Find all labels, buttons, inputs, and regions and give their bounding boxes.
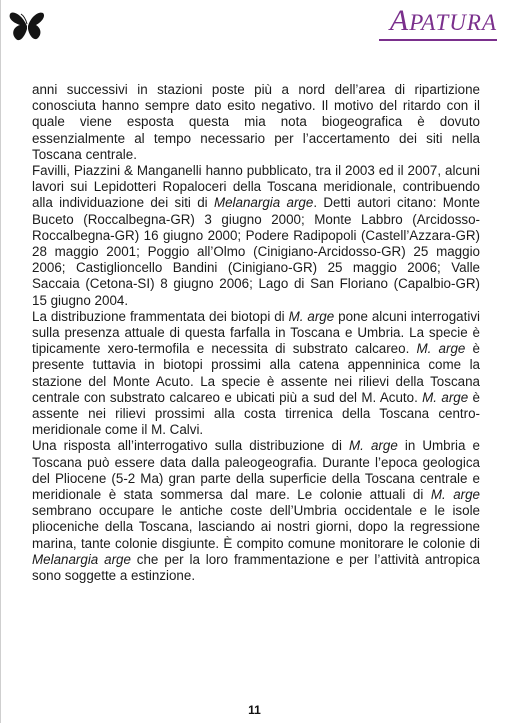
paragraph-1 <box>32 82 480 163</box>
text-segment: in Umbria e Toscana può essere data dalla paleogeografia. Durante l’epoca geologica del Pliocene (5-2 Ma) gran parte della superficie della Toscana centrale e meridionale è stata sommersa dal mare. Le colonie attuali di <box>32 438 480 503</box>
paragraph-4 <box>32 438 480 584</box>
paragraph-2 <box>32 163 480 309</box>
italic-species-name: M. arge <box>416 341 466 357</box>
title-underline <box>379 39 497 41</box>
journal-title: APATURA <box>389 4 497 37</box>
text-segment: che per la loro frammentazione e per l’attività antropica sono soggette a estinzione. <box>32 551 480 584</box>
page-number: 11 <box>248 703 261 717</box>
journal-brand <box>379 4 497 41</box>
article-body <box>32 82 480 584</box>
paragraph-3 <box>32 309 480 439</box>
text-segment: . Detti autori citano: Monte Buceto (Roccalbegna-GR) 3 giugno 2000; Monte Labbro (Arcidosso-Roccalbegna-GR) 16 giugno 2000; Podere Radipopoli (Castell’Azzara-GR) 28 maggio 2001; Poggio all’Olmo (Cinigiano-Arcidosso-GR) 25 maggio 2006; Castiglioncello Bandini (Cinigiano-GR) 25 maggio 2006; Valle Saccaia (Cetona-SI) 8 giugno 2006; Lago di San Floriano (Capalbio-GR) 15 giugno 2004. <box>32 195 480 308</box>
italic-species-name: Melanargia arge <box>32 551 131 567</box>
text-segment: sembrano occupare le antiche coste dell’Umbria occidentale e le isole plioceniche della Toscana, lasciando ai nostri giorni, dopo la regressione marina, tante colonie disgiunte. È compito comune monitorare le colonie di <box>32 503 480 551</box>
text-segment: pone alcuni interrogativi sulla presenza attuale di questa farfalla in Toscana e Umbria. La specie è tipicamente xero-termofila e necessita di substrato calcareo. <box>32 308 480 357</box>
text-segment: anni successivi in stazioni poste più a nord dell’area di ripartizione conosciuta hanno sempre dato esito negativo. Il motivo del ritardo con il quale viene esposta questa mia nota biogeografica è dovuto essenzialmente al tempo necessario per l’accertamento dei siti nella Toscana centrale. <box>32 82 480 162</box>
italic-species-name: M. arge <box>422 389 469 405</box>
italic-species-name: M. arge <box>349 438 398 454</box>
text-segment: Una risposta all’interrogativo sulla distribuzione di <box>32 438 350 454</box>
italic-species-name: M. arge <box>430 487 480 503</box>
text-segment: Favilli, Piazzini & Manganelli hanno pubblicato, tra il 2003 ed il 2007, alcuni lavori sui Lepidotteri Ropaloceri della Toscana meridionale, contribuendo alla individuazione dei siti di <box>32 163 480 211</box>
page-header <box>0 0 509 60</box>
italic-species-name: Melanargia arge <box>213 195 314 211</box>
italic-species-name: M. arge <box>288 308 335 324</box>
text-segment: è presente tuttavia in biotopi prossimi alla catena appenninica come la stazione del Monte Acuto. La specie è assente nei rilievi della Toscana centrale con substrato calcareo e ubicati più a sud del M. Acuto. <box>32 341 480 405</box>
text-segment: è assente nei rilievi prossimi alla costa tirrenica della Toscana centro-meridionale come il M. Calvi. <box>32 389 480 438</box>
text-segment: La distribuzione frammentata dei biotopi di <box>32 308 289 324</box>
butterfly-icon <box>8 8 46 44</box>
